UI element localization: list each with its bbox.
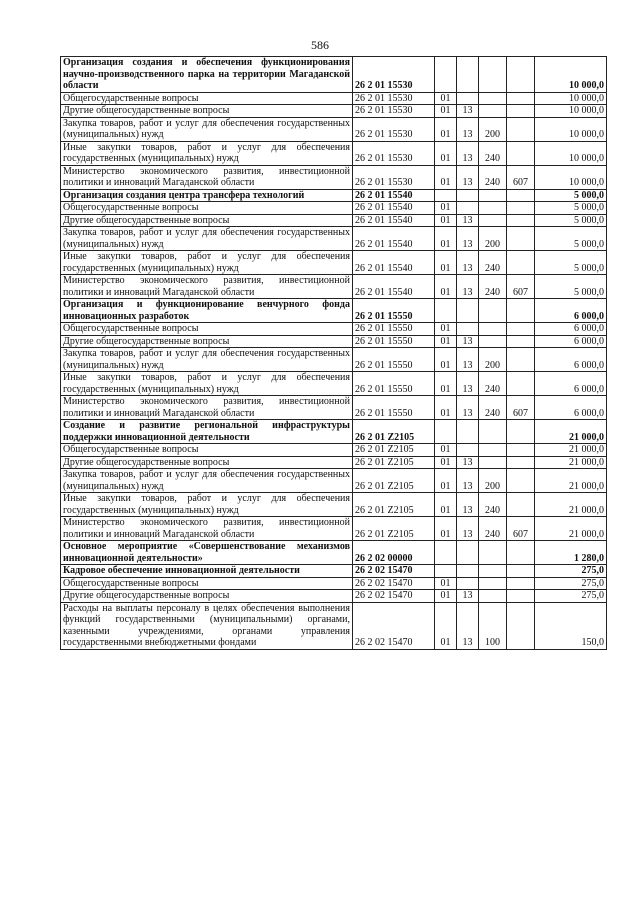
row-admin-cell [507,565,535,578]
row-code-cell: 26 2 02 15470 [353,565,435,578]
table-row [61,227,607,251]
row-code-cell: 26 2 01 15540 [353,202,435,215]
row-expense-type-cell: 240 [479,517,507,541]
row-admin-cell [507,117,535,141]
row-amount-cell: 5 000,0 [535,202,607,215]
row-code-cell: 26 2 02 15470 [353,577,435,590]
row-name-cell: Министерство экономического развития, инвестиционной политики и инноваций Магаданской области [61,396,353,420]
row-expense-type-cell [479,57,507,93]
row-subsection-cell: 13 [457,469,479,493]
row-code-cell: 26 2 01 Z2105 [353,420,435,444]
row-expense-type-cell [479,420,507,444]
row-code-cell: 26 2 01 15540 [353,251,435,275]
table-row [61,189,607,202]
row-name-cell: Создание и развитие региональной инфраструктуры поддержки инновационной деятельности [61,420,353,444]
row-name-cell: Расходы на выплаты персоналу в целях обеспечения выполнения функций государственными (муниципальными) органами, казенными учреждениями, органами управления государственными внебюджетными фондами [61,602,353,649]
row-amount-cell: 10 000,0 [535,117,607,141]
row-admin-cell [507,372,535,396]
row-section-cell: 01 [435,105,457,118]
row-subsection-cell [457,541,479,565]
row-expense-type-cell [479,299,507,323]
table-row [61,456,607,469]
row-amount-cell: 5 000,0 [535,251,607,275]
row-name-cell: Министерство экономического развития, инвестиционной политики и инноваций Магаданской области [61,517,353,541]
row-expense-type-cell [479,189,507,202]
table-row [61,165,607,189]
row-amount-cell: 5 000,0 [535,189,607,202]
row-code-cell: 26 2 01 Z2105 [353,444,435,457]
table-row [61,396,607,420]
row-expense-type-cell: 100 [479,602,507,649]
table-row [61,577,607,590]
row-code-cell: 26 2 02 00000 [353,541,435,565]
row-code-cell: 26 2 01 15550 [353,299,435,323]
row-name-cell: Закупка товаров, работ и услуг для обеспечения государственных (муниципальных) нужд [61,227,353,251]
row-name-cell: Общегосударственные вопросы [61,444,353,457]
row-code-cell: 26 2 02 15470 [353,590,435,603]
row-amount-cell: 275,0 [535,565,607,578]
row-amount-cell: 21 000,0 [535,517,607,541]
row-section-cell: 01 [435,469,457,493]
row-section-cell: 01 [435,335,457,348]
row-section-cell: 01 [435,444,457,457]
row-section-cell: 01 [435,590,457,603]
row-code-cell: 26 2 01 Z2105 [353,456,435,469]
row-subsection-cell [457,577,479,590]
row-name-cell: Другие общегосударственные вопросы [61,105,353,118]
row-amount-cell: 10 000,0 [535,165,607,189]
row-amount-cell: 10 000,0 [535,105,607,118]
row-admin-cell [507,214,535,227]
row-section-cell: 01 [435,141,457,165]
row-section-cell: 01 [435,251,457,275]
row-name-cell: Организация создания и обеспечения функционирования научно-производственного парка на территории Магаданской области [61,57,353,93]
row-name-cell: Другие общегосударственные вопросы [61,590,353,603]
row-admin-cell [507,227,535,251]
table-row [61,57,607,93]
table-row [61,590,607,603]
row-admin-cell [507,92,535,105]
row-expense-type-cell: 240 [479,165,507,189]
table-row [61,372,607,396]
row-admin-cell [507,189,535,202]
row-admin-cell [507,251,535,275]
row-admin-cell [507,299,535,323]
row-section-cell: 01 [435,517,457,541]
row-expense-type-cell [479,456,507,469]
table-row [61,105,607,118]
table-row [61,602,607,649]
row-amount-cell: 21 000,0 [535,493,607,517]
row-name-cell: Организация и функционирование венчурного фонда инновационных разработок [61,299,353,323]
table-row [61,517,607,541]
row-subsection-cell: 13 [457,165,479,189]
row-subsection-cell [457,444,479,457]
table-row [61,348,607,372]
row-amount-cell: 21 000,0 [535,456,607,469]
row-subsection-cell: 13 [457,335,479,348]
row-section-cell: 01 [435,227,457,251]
row-name-cell: Министерство экономического развития, инвестиционной политики и инноваций Магаданской области [61,165,353,189]
row-amount-cell: 6 000,0 [535,299,607,323]
row-amount-cell: 6 000,0 [535,396,607,420]
row-section-cell: 01 [435,275,457,299]
row-amount-cell: 21 000,0 [535,444,607,457]
row-amount-cell: 150,0 [535,602,607,649]
row-section-cell [435,420,457,444]
table-row [61,214,607,227]
row-subsection-cell: 13 [457,372,479,396]
row-section-cell: 01 [435,577,457,590]
row-code-cell: 26 2 01 15550 [353,372,435,396]
row-subsection-cell: 13 [457,456,479,469]
row-admin-cell [507,541,535,565]
row-admin-cell [507,141,535,165]
row-section-cell [435,57,457,93]
row-name-cell: Общегосударственные вопросы [61,202,353,215]
row-section-cell: 01 [435,372,457,396]
row-code-cell: 26 2 01 15540 [353,227,435,251]
row-code-cell: 26 2 01 15530 [353,92,435,105]
row-expense-type-cell: 240 [479,251,507,275]
row-subsection-cell: 13 [457,105,479,118]
row-section-cell [435,541,457,565]
row-expense-type-cell: 240 [479,396,507,420]
row-subsection-cell [457,202,479,215]
row-code-cell: 26 2 01 Z2105 [353,469,435,493]
row-expense-type-cell: 240 [479,275,507,299]
budget-table-body [61,57,607,650]
row-name-cell: Иные закупки товаров, работ и услуг для обеспечения государственных (муниципальных) нужд [61,493,353,517]
row-expense-type-cell [479,444,507,457]
row-section-cell: 01 [435,602,457,649]
row-expense-type-cell [479,565,507,578]
row-section-cell [435,189,457,202]
row-amount-cell: 10 000,0 [535,141,607,165]
row-subsection-cell: 13 [457,348,479,372]
row-name-cell: Закупка товаров, работ и услуг для обеспечения государственных (муниципальных) нужд [61,469,353,493]
table-row [61,565,607,578]
row-name-cell: Другие общегосударственные вопросы [61,214,353,227]
table-row [61,92,607,105]
table-row [61,469,607,493]
row-name-cell: Общегосударственные вопросы [61,92,353,105]
row-code-cell: 26 2 01 15550 [353,348,435,372]
row-expense-type-cell [479,541,507,565]
table-row [61,202,607,215]
row-admin-cell [507,420,535,444]
row-amount-cell: 5 000,0 [535,275,607,299]
row-code-cell: 26 2 01 15540 [353,214,435,227]
row-subsection-cell: 13 [457,396,479,420]
row-name-cell: Иные закупки товаров, работ и услуг для обеспечения государственных (муниципальных) нужд [61,372,353,396]
row-code-cell: 26 2 01 15550 [353,335,435,348]
table-row [61,323,607,336]
row-section-cell [435,299,457,323]
row-subsection-cell: 13 [457,227,479,251]
row-amount-cell: 6 000,0 [535,323,607,336]
table-row [61,541,607,565]
row-subsection-cell: 13 [457,214,479,227]
row-expense-type-cell: 200 [479,469,507,493]
row-subsection-cell: 13 [457,590,479,603]
row-amount-cell: 5 000,0 [535,214,607,227]
row-admin-cell: 607 [507,165,535,189]
row-subsection-cell: 13 [457,602,479,649]
row-section-cell: 01 [435,323,457,336]
row-name-cell: Иные закупки товаров, работ и услуг для обеспечения государственных (муниципальных) нужд [61,141,353,165]
row-section-cell: 01 [435,165,457,189]
row-code-cell: 26 2 02 15470 [353,602,435,649]
row-code-cell: 26 2 01 15550 [353,396,435,420]
row-amount-cell: 5 000,0 [535,227,607,251]
row-amount-cell: 6 000,0 [535,372,607,396]
row-subsection-cell: 13 [457,141,479,165]
row-subsection-cell: 13 [457,517,479,541]
row-amount-cell: 21 000,0 [535,469,607,493]
row-section-cell: 01 [435,348,457,372]
row-admin-cell [507,577,535,590]
row-expense-type-cell [479,590,507,603]
row-name-cell: Общегосударственные вопросы [61,577,353,590]
row-admin-cell: 607 [507,517,535,541]
table-row [61,141,607,165]
row-expense-type-cell [479,92,507,105]
row-expense-type-cell: 200 [479,348,507,372]
row-amount-cell: 10 000,0 [535,92,607,105]
page-number: 586 [311,38,329,52]
row-expense-type-cell [479,577,507,590]
row-expense-type-cell: 240 [479,141,507,165]
row-admin-cell [507,602,535,649]
table-row [61,251,607,275]
row-subsection-cell [457,57,479,93]
table-row [61,493,607,517]
row-name-cell: Другие общегосударственные вопросы [61,335,353,348]
row-subsection-cell: 13 [457,275,479,299]
table-row [61,117,607,141]
row-code-cell: 26 2 01 15530 [353,165,435,189]
table-row [61,275,607,299]
row-section-cell: 01 [435,493,457,517]
row-amount-cell: 6 000,0 [535,348,607,372]
row-subsection-cell [457,299,479,323]
row-name-cell: Общегосударственные вопросы [61,323,353,336]
row-expense-type-cell [479,323,507,336]
row-subsection-cell [457,189,479,202]
row-code-cell: 26 2 01 15530 [353,105,435,118]
row-code-cell: 26 2 01 Z2105 [353,493,435,517]
row-code-cell: 26 2 01 15530 [353,57,435,93]
row-admin-cell [507,590,535,603]
row-name-cell: Иные закупки товаров, работ и услуг для обеспечения государственных (муниципальных) нужд [61,251,353,275]
row-amount-cell: 275,0 [535,577,607,590]
row-expense-type-cell [479,105,507,118]
row-admin-cell [507,323,535,336]
row-code-cell: 26 2 01 Z2105 [353,517,435,541]
row-amount-cell: 21 000,0 [535,420,607,444]
row-section-cell: 01 [435,456,457,469]
row-amount-cell: 10 000,0 [535,57,607,93]
row-section-cell: 01 [435,92,457,105]
row-code-cell: 26 2 01 15550 [353,323,435,336]
row-admin-cell [507,469,535,493]
row-section-cell: 01 [435,117,457,141]
row-expense-type-cell: 240 [479,372,507,396]
row-subsection-cell [457,565,479,578]
row-expense-type-cell [479,335,507,348]
row-admin-cell [507,335,535,348]
row-section-cell [435,565,457,578]
row-section-cell: 01 [435,214,457,227]
row-name-cell: Основное мероприятие «Совершенствование механизмов инновационной деятельности» [61,541,353,565]
row-subsection-cell: 13 [457,251,479,275]
row-admin-cell [507,493,535,517]
row-section-cell: 01 [435,396,457,420]
row-admin-cell: 607 [507,275,535,299]
row-admin-cell [507,105,535,118]
row-admin-cell [507,57,535,93]
row-subsection-cell: 13 [457,117,479,141]
row-name-cell: Министерство экономического развития, инвестиционной политики и инноваций Магаданской области [61,275,353,299]
row-admin-cell [507,202,535,215]
budget-table [60,56,607,650]
row-name-cell: Кадровое обеспечение инновационной деятельности [61,565,353,578]
row-expense-type-cell [479,202,507,215]
row-name-cell: Другие общегосударственные вопросы [61,456,353,469]
table-row [61,299,607,323]
row-expense-type-cell: 200 [479,227,507,251]
table-row [61,335,607,348]
row-expense-type-cell: 200 [479,117,507,141]
row-code-cell: 26 2 01 15540 [353,189,435,202]
row-name-cell: Организация создания центра трансфера технологий [61,189,353,202]
row-expense-type-cell: 240 [479,493,507,517]
row-name-cell: Закупка товаров, работ и услуг для обеспечения государственных (муниципальных) нужд [61,348,353,372]
row-amount-cell: 275,0 [535,590,607,603]
row-subsection-cell: 13 [457,493,479,517]
row-subsection-cell [457,323,479,336]
row-admin-cell [507,348,535,372]
row-code-cell: 26 2 01 15530 [353,141,435,165]
table-row [61,444,607,457]
row-name-cell: Закупка товаров, работ и услуг для обеспечения государственных (муниципальных) нужд [61,117,353,141]
row-code-cell: 26 2 01 15540 [353,275,435,299]
row-admin-cell [507,456,535,469]
table-row [61,420,607,444]
row-subsection-cell [457,92,479,105]
row-admin-cell [507,444,535,457]
row-section-cell: 01 [435,202,457,215]
row-expense-type-cell [479,214,507,227]
row-admin-cell: 607 [507,396,535,420]
row-code-cell: 26 2 01 15530 [353,117,435,141]
row-subsection-cell [457,420,479,444]
row-amount-cell: 6 000,0 [535,335,607,348]
row-amount-cell: 1 280,0 [535,541,607,565]
